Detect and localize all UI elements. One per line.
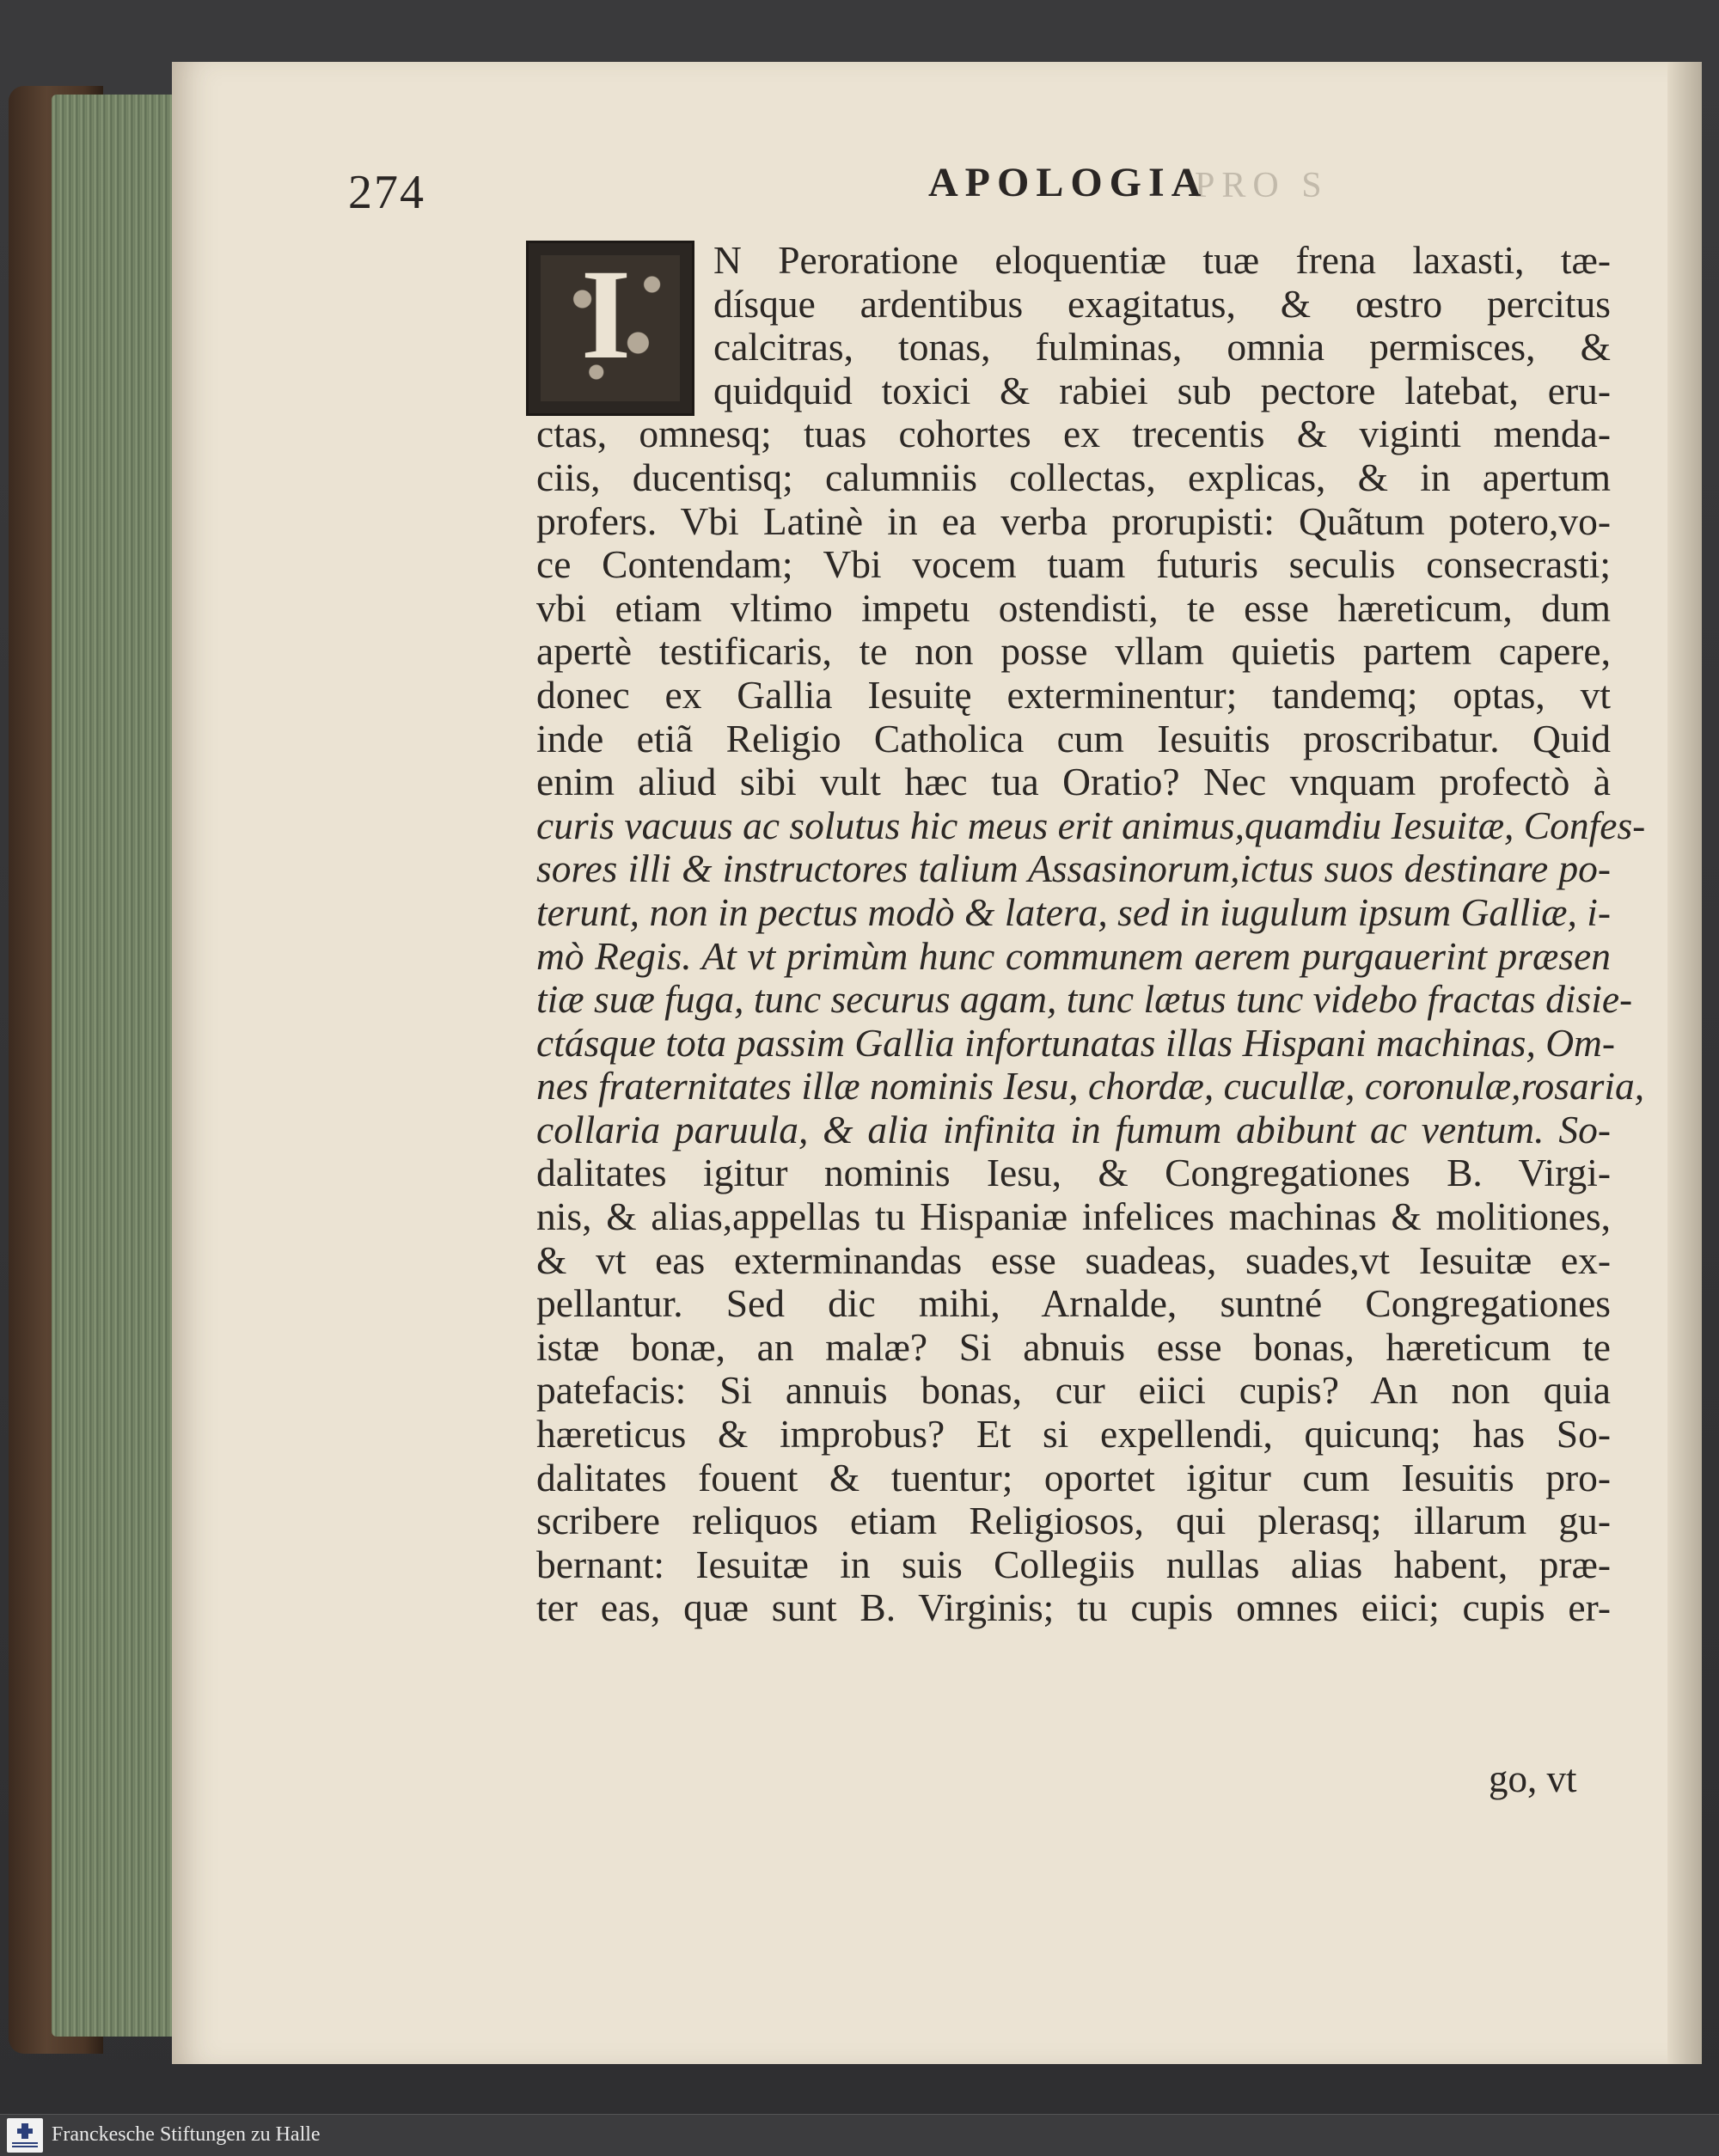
text-line: donec ex Gallia Iesuitę exterminentur; tandemq; optas, vt (536, 672, 1611, 717)
text-line: tiæ suæ fuga, tunc securus agam, tunc lætus tunc videbo fractas disie- (536, 977, 1633, 1022)
text-line: pellantur. Sed dic mihi, Arnalde, suntné Congregationes (536, 1281, 1611, 1326)
text-line: dísque ardentibus exagitatus, & œstro percitus (713, 281, 1611, 326)
text-line: scribere reliquos etiam Religiosos, qui plerasq; illarum gu- (536, 1499, 1611, 1543)
text-line: terunt, non in pectus modò & latera, sed in iugulum ipsum Galliæ, i- (536, 889, 1611, 934)
institution-logo-icon (7, 2118, 43, 2153)
initial-letter: I (580, 243, 632, 386)
catchword: go, vt (1489, 1757, 1577, 1800)
page-edges (52, 95, 180, 2037)
text-line: istæ bonæ, an malæ? Si abnuis esse bonas, hæreticum te (536, 1324, 1611, 1369)
text-line: hæreticus & improbus? Et si expellendi, quicunq; has So- (536, 1412, 1611, 1457)
text-line: & vt eas exterminandas esse suadeas, suades,vt Iesuitæ ex- (536, 1237, 1611, 1282)
text-line: curis vacuus ac solutus hic meus erit animus,quamdiu Iesuitæ, Confes- (536, 803, 1646, 847)
text-line: ter eas, quæ sunt B. Virginis; tu cupis omnes eiici; cupis er- (536, 1585, 1611, 1630)
text-line: patefacis: Si annuis bonas, cur eiici cupis? An non quia (536, 1368, 1611, 1413)
text-line: N Peroratione eloquentiæ tuæ frena laxasti, tæ- (713, 238, 1611, 282)
text-line: apertè testificaris, te non posse vllam quietis partem capere, (536, 629, 1611, 674)
text-line: bernant: Iesuitæ in suis Collegiis nullas alias habent, præ- (536, 1542, 1611, 1586)
footer-label[interactable]: Franckesche Stiftungen zu Halle (52, 2123, 321, 2146)
text-line: ciis, ducentisq; calumniis collectas, explicas, & in apertum (536, 455, 1611, 499)
text-line: dalitates fouent & tuentur; oportet igitur cum Iesuitis pro- (536, 1455, 1611, 1499)
text-line: ctas, omnesq; tuas cohortes ex trecentis & viginti menda- (536, 412, 1611, 456)
page-number: 274 (348, 166, 425, 219)
text-line: calcitras, tonas, fulminas, omnia permisces, & (713, 325, 1611, 370)
text-line: profers. Vbi Latinè in ea verba prorupisti: Quãtum potero,vo- (536, 498, 1611, 543)
text-line: nis, & alias,appellas tu Hispaniæ infelices machinas & molitiones, (536, 1194, 1611, 1239)
text-line: collaria paruula, & alia infinita in fumum abibunt ac ventum. So- (536, 1107, 1611, 1151)
text-line: sores illi & instructores talium Assasinorum,ictus suos destinare po- (536, 846, 1611, 891)
text-line: mò Regis. At vt primùm hunc communem aerem purgauerint præsen (536, 933, 1611, 978)
text-line: ce Contendam; Vbi vocem tuam futuris seculis consecrasti; (536, 542, 1611, 587)
text-line: dalitates igitur nominis Iesu, & Congregationes B. Virgi- (536, 1151, 1611, 1195)
text-line: nes fraternitates illæ nominis Iesu, chordæ, cucullæ, coronulæ,rosaria, (536, 1064, 1645, 1109)
footer-bar (0, 2114, 1719, 2156)
bleed-through-text: PRO S (1195, 166, 1329, 205)
text-line: vbi etiam vltimo impetu ostendisti, te esse hæreticum, dum (536, 585, 1611, 630)
page-fore-edge (1667, 62, 1702, 2064)
text-line: inde etiã Religio Catholica cum Iesuitis proscribatur. Quid (536, 716, 1611, 760)
text-line: ctásque tota passim Gallia infortunatas illas Hispani machinas, Om- (536, 1020, 1616, 1065)
running-head: APOLOGIA (928, 160, 1208, 205)
text-line: quidquid toxici & rabiei sub pectore latebat, eru- (713, 368, 1611, 412)
text-line: enim aliud sibi vult hæc tua Oratio? Nec vnquam profectò à (536, 760, 1611, 804)
body-text (536, 238, 1646, 1630)
